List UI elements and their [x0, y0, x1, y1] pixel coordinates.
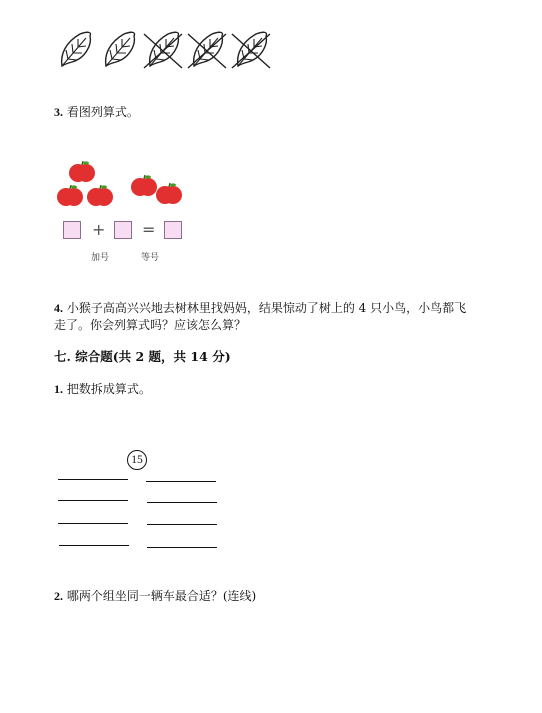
- question-4-text-a: 小猴子高高兴兴地去树林里找妈妈，结果惊动了树上的: [66, 301, 355, 315]
- apple-icon: [57, 185, 83, 206]
- question-3: [54, 103, 139, 121]
- plus-sign: +: [92, 220, 106, 239]
- question-4-line-2: 走了。你会列算式吗？应该怎么算？: [54, 318, 247, 332]
- section-7-question-1-text: 把数拆成算式。: [66, 382, 151, 396]
- section-7-question-2-number: 2.: [54, 589, 63, 603]
- apple-icon: [131, 175, 157, 196]
- question-4-bird-count: 4: [358, 301, 367, 315]
- question-4-number: 4.: [54, 301, 63, 315]
- question-3-text: 看图列算式。: [66, 105, 139, 119]
- answer-line-right-2[interactable]: [147, 502, 217, 503]
- question-4-line-1: [54, 299, 466, 317]
- answer-box-2[interactable]: [114, 221, 132, 239]
- apple-icon: [156, 183, 182, 204]
- section-7-count: 2: [135, 349, 145, 364]
- section-7-question-1-number: 1.: [54, 382, 63, 396]
- section-7-question-2: [54, 587, 256, 605]
- question-3-number: 3.: [54, 105, 63, 119]
- apple-icon: [87, 185, 113, 206]
- apple-illustration: [56, 160, 196, 220]
- section-7-question-1: [54, 380, 151, 398]
- label-plus: 加号: [91, 253, 110, 263]
- section-7-heading: [54, 348, 231, 366]
- crossed-leaf-icon: [232, 32, 270, 68]
- answer-line-right-3[interactable]: [147, 524, 217, 525]
- answer-line-right-4[interactable]: [147, 547, 217, 548]
- section-7-title-c: 分): [212, 349, 231, 364]
- equals-sign: =: [142, 220, 156, 239]
- circled-number: 15: [127, 450, 147, 470]
- label-equals: 等号: [141, 253, 160, 263]
- apple-icon: [69, 161, 95, 182]
- section-7-title-a: 七. 综合题(共: [54, 349, 132, 364]
- section-7-question-2-text: 哪两个组坐同一辆车最合适？(连线): [66, 589, 257, 603]
- answer-line-left-1[interactable]: [58, 479, 128, 480]
- crossed-leaf-icon: [144, 32, 182, 68]
- answer-line-left-2[interactable]: [58, 500, 128, 501]
- answer-box-1[interactable]: [63, 221, 81, 239]
- section-7-title-b: 题，共: [148, 349, 187, 364]
- leaf-icon: [106, 32, 135, 66]
- answer-line-left-4[interactable]: [59, 545, 129, 546]
- leaf-row: [52, 26, 272, 70]
- question-4-text-b: 只小鸟，小鸟都飞: [370, 301, 467, 315]
- section-7-points: 14: [190, 349, 208, 364]
- crossed-leaf-icon: [188, 32, 226, 68]
- answer-line-right-1[interactable]: [146, 481, 216, 482]
- leaf-icon: [62, 32, 91, 66]
- answer-box-3[interactable]: [164, 221, 182, 239]
- answer-line-left-3[interactable]: [58, 523, 128, 524]
